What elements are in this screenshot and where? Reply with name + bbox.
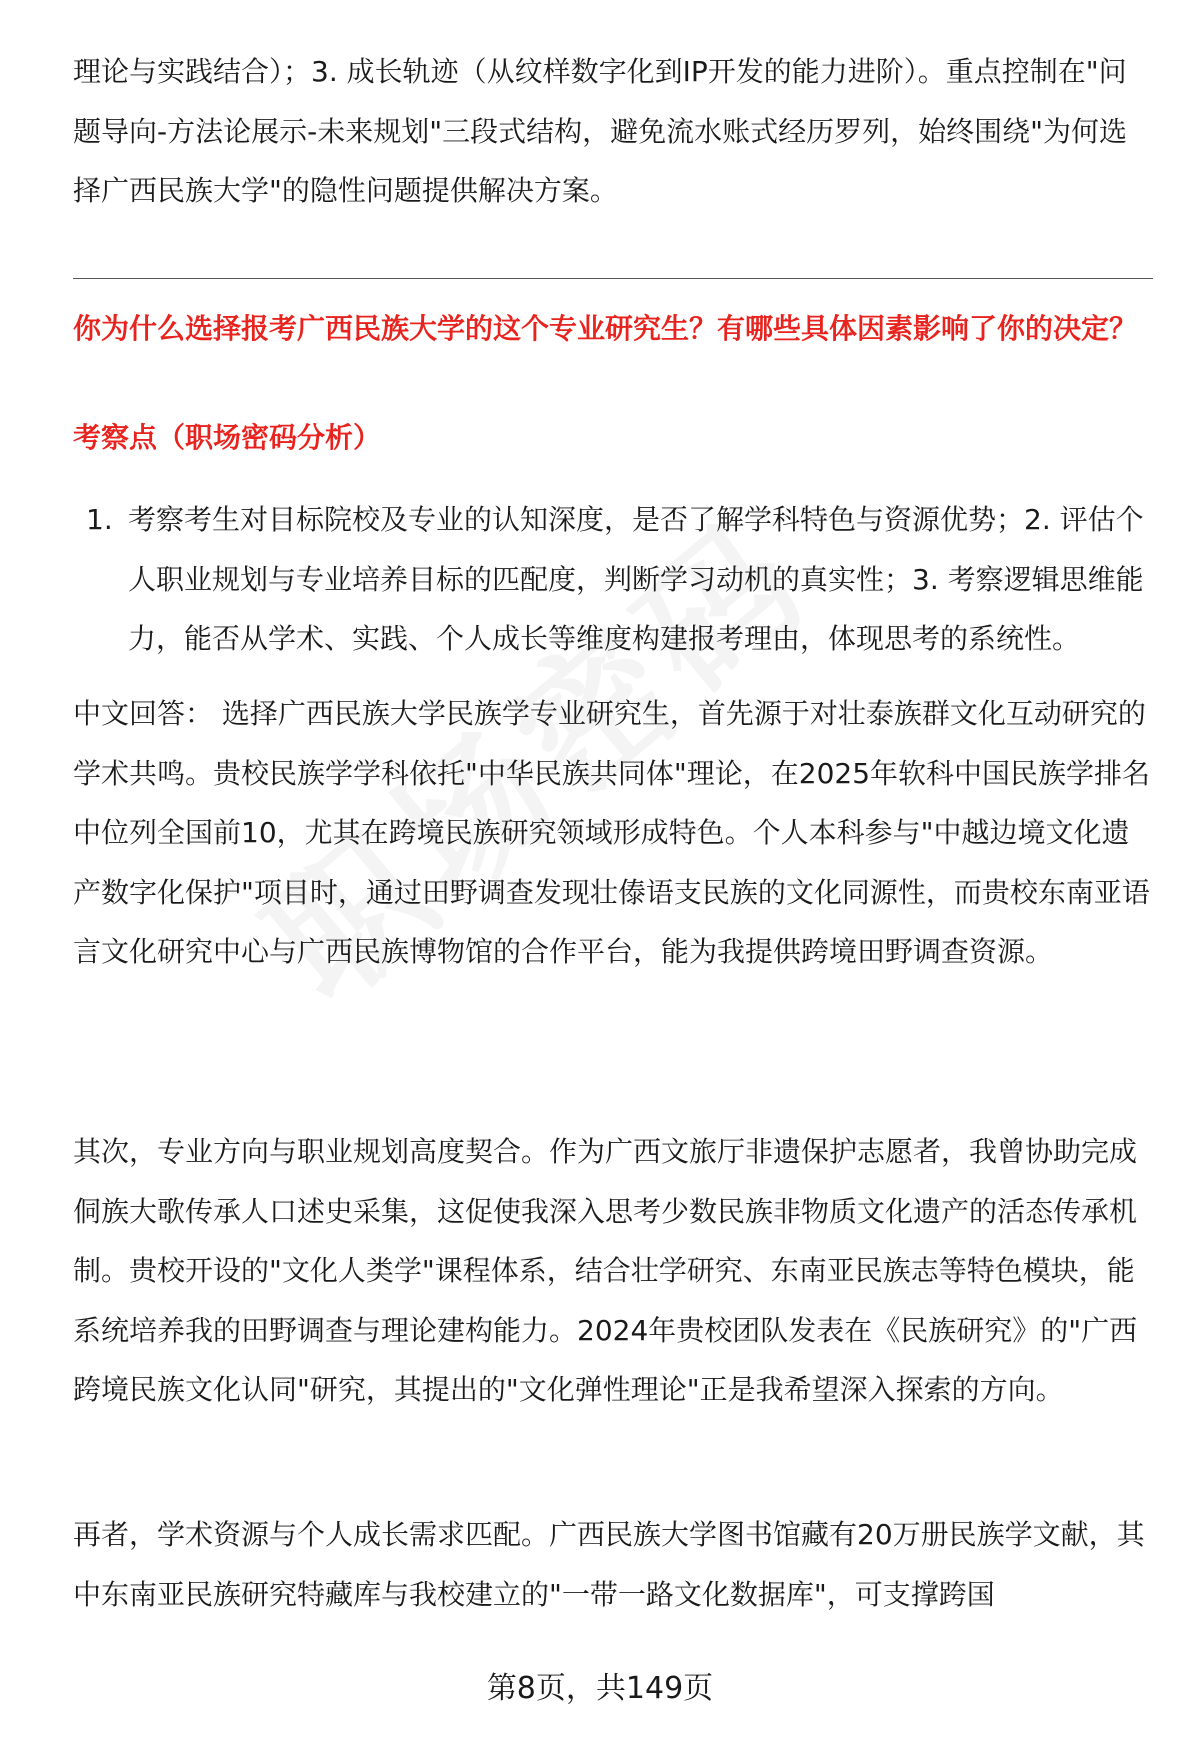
question-heading: 你为什么选择报考广西民族大学的这个专业研究生？有哪些具体因素影响了你的决定？ (73, 312, 1138, 345)
section-divider (73, 278, 1153, 279)
intro-paragraph: 理论与实践结合）；3. 成长轨迹（从纹样数字化到IP开发的能力进阶）。重点控制在"问题导向-方法论展示-未来规划"三段式结构，避免流水账式经历罗列，始终围绕"为何选择广西民族大学"的隐性问题提供解决方案。 (73, 55, 1127, 207)
assessment-points-heading: 考察点（职场密码分析） (73, 421, 382, 454)
answer-paragraph-1: 中文回答： 选择广西民族大学民族学专业研究生，首先源于对壮泰族群文化互动研究的学术共鸣。贵校民族学学科依托"中华民族共同体"理论，在2025年软科中国民族学排名中位列全国前10，尤其在跨境民族研究领域形成特色。个人本科参与"中越边境文化遗产数字化保护"项目时，通过田野调查发现壮傣语支民族的文化同源性，而贵校东南亚语言文化研究中心与广西民族博物馆的合作平台，能为我提供跨境田野调查资源。 (73, 697, 1151, 968)
list-item (73, 490, 1153, 669)
answer-paragraph-2: 其次，专业方向与职业规划高度契合。作为广西文旅厅非遗保护志愿者，我曾协助完成侗族大歌传承人口述史采集，这促使我深入思考少数民族非物质文化遗产的活态传承机制。贵校开设的"文化人类学"课程体系，结合壮学研究、东南亚民族志等特色模块，能系统培养我的田野调查与理论建构能力。2024年贵校团队发表在《民族研究》的"广西跨境民族文化认同"研究，其提出的"文化弹性理论"正是我希望深入探索的方向。 (73, 1135, 1138, 1406)
list-marker: 1. (86, 503, 113, 536)
page-number-footer: 第8页，共149页 (486, 1671, 714, 1706)
assessment-points-list (73, 490, 1153, 669)
list-item-text: 考察考生对目标院校及专业的认知深度，是否了解学科特色与资源优势；2. 评估个人职业规划与专业培养目标的匹配度，判断学习动机的真实性；3. 考察逻辑思维能力，能否从学术、实践、个人成长等维度构建报考理由，体现思考的系统性。 (128, 503, 1144, 655)
answer-paragraph-3: 再者，学术资源与个人成长需求匹配。广西民族大学图书馆藏有20万册民族学文献，其中东南亚民族研究特藏库与我校建立的"一带一路文化数据库"，可支撑跨国 (73, 1518, 1145, 1611)
